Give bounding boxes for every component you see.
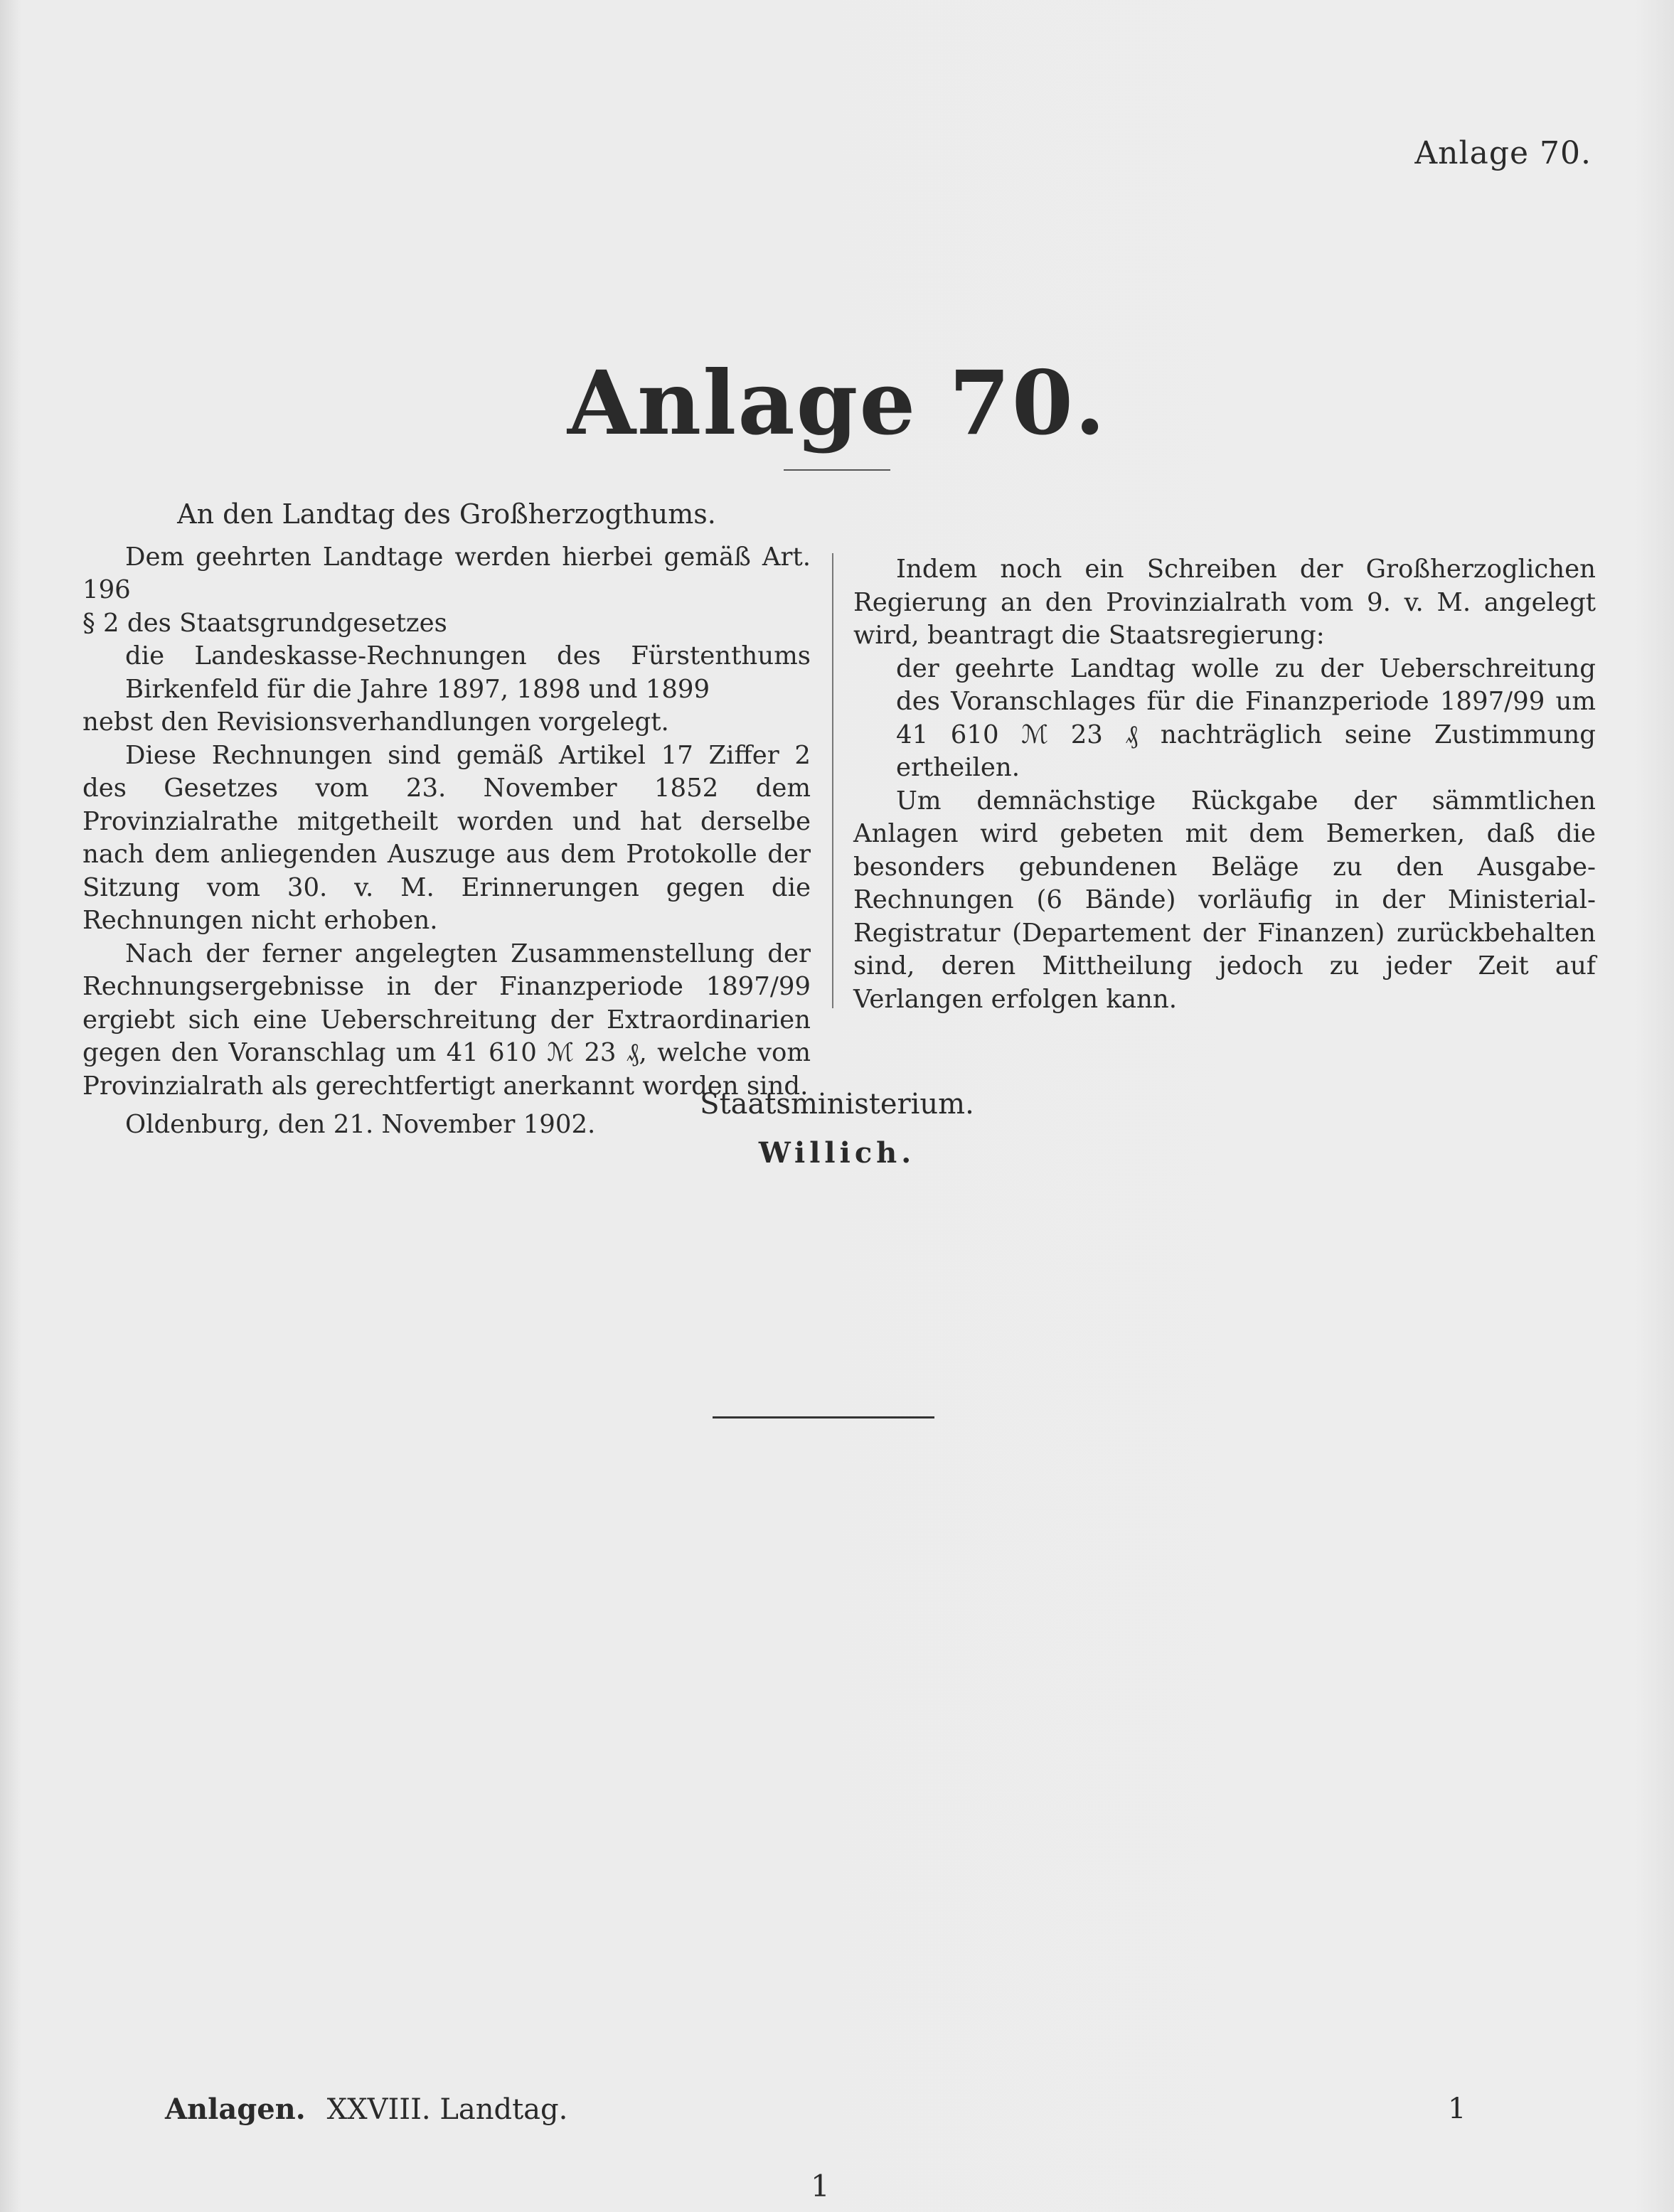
- paragraph-line: nebst den Revisionsverhandlungen vorgelegt.: [82, 707, 669, 737]
- paragraph: Indem noch ein Schreiben der Großherzoglichen Regierung an den Provinzialrath vom 9. v. M. angelegt wird, beantragt die Staatsregierung:: [853, 555, 1596, 650]
- paragraph-block: die Landeskasse-Rechnungen des Fürstenthums Birkenfeld für die Jahre 1897, 1898 und 1899: [125, 641, 811, 704]
- paragraph: Nach der ferner angelegten Zusammenstellung der Rechnungsergebnisse in der Finanzperiode 1897/99 ergiebt sich eine Ueberschreitung der Extraordinarien gegen den Voranschlag um 41 610 ℳ 23 ₰, welche vom Provinzialrath als gerechtfertigt anerkannt worden sind.: [82, 939, 811, 1101]
- paragraph-block: der geehrte Landtag wolle zu der Ueberschreitung des Voranschlages für die Finanzperiode 1897/99 um 41 610 ℳ 23 ₰ nachträglich seine Zustimmung ertheilen.: [896, 653, 1596, 782]
- column-divider: [832, 553, 833, 1008]
- date-line: Oldenburg, den 21. November 1902.: [125, 1110, 596, 1139]
- footer-label: Anlagen.: [165, 2093, 306, 2126]
- paragraph-line: Dem geehrten Landtage werden hierbei gemäß Art. 196: [82, 542, 811, 604]
- signature-ministry: Staatsministerium.: [700, 1088, 974, 1121]
- bottom-page-number: 1: [811, 2169, 830, 2203]
- paragraph-line: § 2 des Staatsgrundgesetzes: [82, 608, 447, 638]
- footer-page-number: 1: [1448, 2093, 1466, 2125]
- footer-left: [165, 2093, 567, 2126]
- address-line: An den Landtag des Großherzogthums.: [177, 498, 716, 530]
- footer-text: XXVIII. Landtag.: [326, 2093, 568, 2126]
- end-rule: [713, 1416, 934, 1418]
- left-column: [82, 498, 811, 1142]
- corner-label: Anlage 70.: [1414, 135, 1592, 171]
- page-title: Anlage 70.: [567, 352, 1107, 455]
- signature-name: Willich.: [758, 1136, 916, 1170]
- paragraph: Um demnächstige Rückgabe der sämmtlichen Anlagen wird gebeten mit dem Bemerken, daß die besonders gebundenen Beläge zu den Ausgabe-Rechnungen (6 Bände) vorläufig in der Ministerial-Registratur (Departement der Finanzen) zurückbehalten sind, deren Mittheilung jedoch zu jeder Zeit auf Verlangen erfolgen kann.: [853, 786, 1596, 1014]
- right-column: [853, 553, 1596, 1016]
- title-rule: [784, 469, 890, 471]
- paragraph: Diese Rechnungen sind gemäß Artikel 17 Ziffer 2 des Gesetzes vom 23. November 1852 dem Provinzialrathe mitgetheilt worden und hat derselbe nach dem anliegenden Auszuge aus dem Protokolle der Sitzung vom 30. v. M. Erinnerungen gegen die Rechnungen nicht erhoben.: [82, 740, 811, 935]
